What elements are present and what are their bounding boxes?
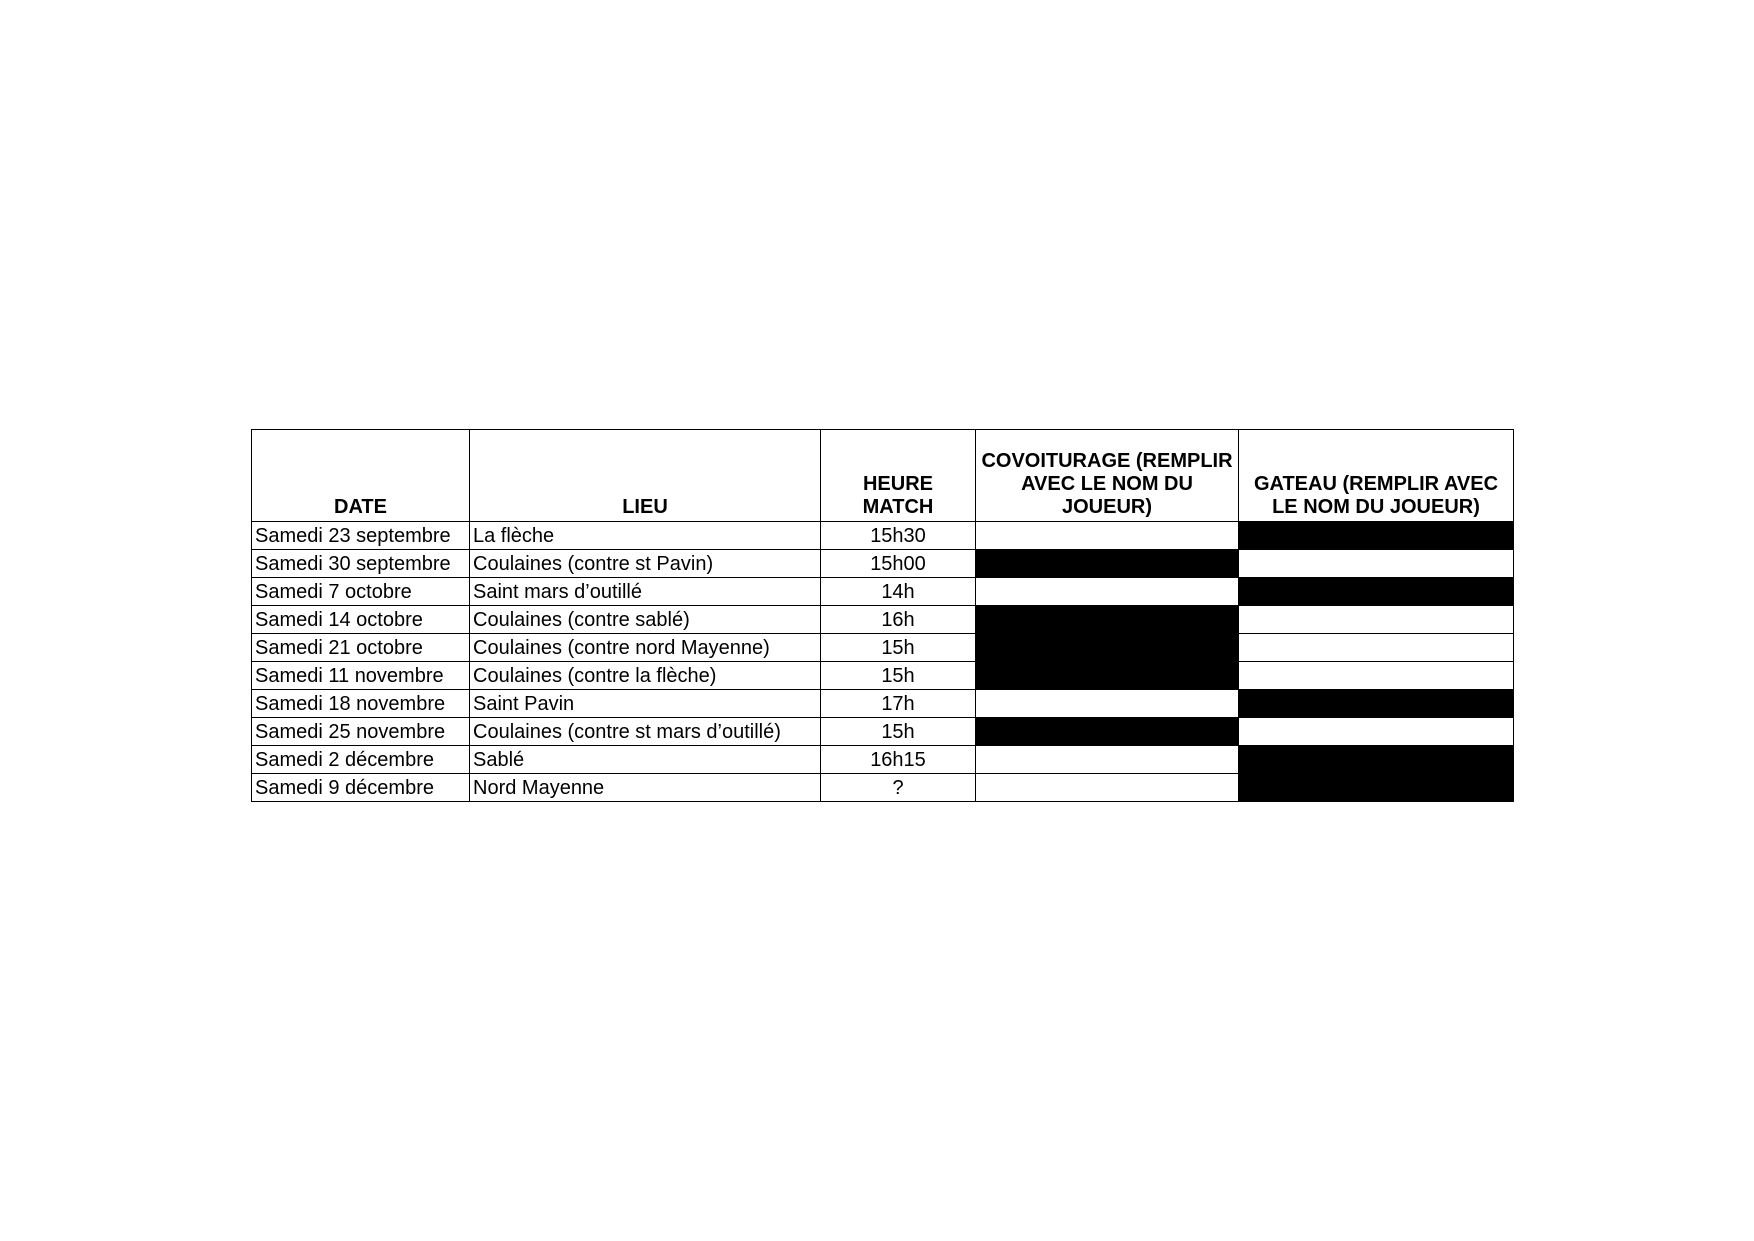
cell-lieu: Coulaines (contre st mars d’outillé): [470, 718, 821, 746]
cell-lieu: La flèche: [470, 522, 821, 550]
cell-date: Samedi 11 novembre: [252, 662, 470, 690]
cell-gateau-blocked: [1239, 690, 1514, 718]
cell-heure-match: 16h15: [821, 746, 976, 774]
match-schedule-table: [251, 429, 1514, 802]
cell-gateau-blocked: [1239, 578, 1514, 606]
cell-gateau[interactable]: [1239, 550, 1514, 578]
cell-date: Samedi 21 octobre: [252, 634, 470, 662]
cell-covoiturage[interactable]: [976, 774, 1239, 802]
cell-heure-match: 15h: [821, 718, 976, 746]
cell-heure-match: ?: [821, 774, 976, 802]
cell-heure-match: 15h: [821, 634, 976, 662]
schedule-body: [252, 522, 1514, 802]
cell-lieu: Coulaines (contre sablé): [470, 606, 821, 634]
cell-gateau-blocked: [1239, 746, 1514, 774]
cell-heure-match: 16h: [821, 606, 976, 634]
cell-date: Samedi 9 décembre: [252, 774, 470, 802]
table-row: [252, 746, 1514, 774]
header-heure-match: HEURE MATCH: [821, 430, 976, 522]
cell-covoiturage[interactable]: [976, 522, 1239, 550]
header-covoiturage: COVOITURAGE (REMPLIR AVEC LE NOM DU JOUEUR): [976, 430, 1239, 522]
cell-date: Samedi 14 octobre: [252, 606, 470, 634]
cell-covoiturage-blocked: [976, 718, 1239, 746]
cell-gateau[interactable]: [1239, 634, 1514, 662]
cell-covoiturage-blocked: [976, 662, 1239, 690]
cell-lieu: Coulaines (contre st Pavin): [470, 550, 821, 578]
table-row: [252, 774, 1514, 802]
table-row: [252, 522, 1514, 550]
header-row: [252, 430, 1514, 522]
cell-date: Samedi 30 septembre: [252, 550, 470, 578]
table-row: [252, 690, 1514, 718]
cell-lieu: Saint mars d’outillé: [470, 578, 821, 606]
cell-gateau-blocked: [1239, 774, 1514, 802]
cell-heure-match: 15h00: [821, 550, 976, 578]
cell-lieu: Sablé: [470, 746, 821, 774]
header-lieu: LIEU: [470, 430, 821, 522]
cell-gateau[interactable]: [1239, 662, 1514, 690]
table-row: [252, 634, 1514, 662]
cell-covoiturage-blocked: [976, 606, 1239, 634]
cell-covoiturage[interactable]: [976, 578, 1239, 606]
cell-date: Samedi 18 novembre: [252, 690, 470, 718]
table-row: [252, 662, 1514, 690]
cell-covoiturage[interactable]: [976, 690, 1239, 718]
cell-covoiturage[interactable]: [976, 746, 1239, 774]
cell-date: Samedi 23 septembre: [252, 522, 470, 550]
table-row: [252, 578, 1514, 606]
cell-lieu: Coulaines (contre la flèche): [470, 662, 821, 690]
header-date: DATE: [252, 430, 470, 522]
cell-date: Samedi 25 novembre: [252, 718, 470, 746]
cell-lieu: Coulaines (contre nord Mayenne): [470, 634, 821, 662]
cell-lieu: Saint Pavin: [470, 690, 821, 718]
cell-gateau-blocked: [1239, 522, 1514, 550]
cell-heure-match: 17h: [821, 690, 976, 718]
cell-gateau[interactable]: [1239, 606, 1514, 634]
table-row: [252, 550, 1514, 578]
cell-gateau[interactable]: [1239, 718, 1514, 746]
cell-heure-match: 15h: [821, 662, 976, 690]
table-row: [252, 606, 1514, 634]
table-row: [252, 718, 1514, 746]
cell-covoiturage-blocked: [976, 634, 1239, 662]
header-gateau: GATEAU (REMPLIR AVEC LE NOM DU JOUEUR): [1239, 430, 1514, 522]
cell-date: Samedi 7 octobre: [252, 578, 470, 606]
cell-heure-match: 15h30: [821, 522, 976, 550]
cell-covoiturage-blocked: [976, 550, 1239, 578]
cell-heure-match: 14h: [821, 578, 976, 606]
cell-date: Samedi 2 décembre: [252, 746, 470, 774]
cell-lieu: Nord Mayenne: [470, 774, 821, 802]
